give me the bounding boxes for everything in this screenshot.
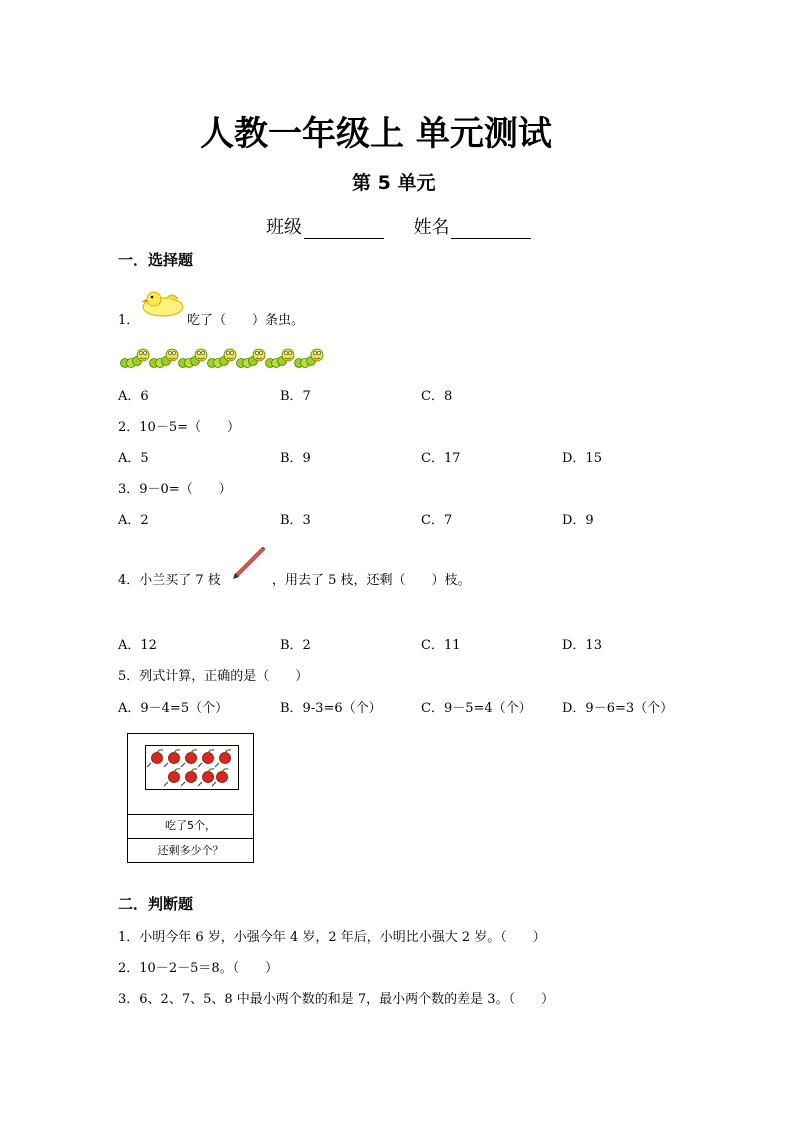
q2-text: 2．10－5=（ ） — [118, 420, 240, 435]
q1-text: 吃了（ ）条虫。 — [187, 313, 305, 328]
q5-option-d[interactable]: D．9－6=3（个） — [562, 701, 674, 716]
section-heading-choice: 一．选择题 — [118, 251, 194, 269]
judge-q1: 1．小明今年 6 岁，小强今年 4 岁，2 年后，小明比小强大 2 岁。（ ） — [118, 930, 546, 945]
q4-option-d[interactable]: D．13 — [562, 638, 602, 653]
q4-option-c[interactable]: C．11 — [421, 638, 461, 653]
q3-option-b[interactable]: B．3 — [280, 513, 311, 528]
name-label: 姓名 — [413, 217, 450, 238]
q5-option-c[interactable]: C．9－5=4（个） — [421, 701, 532, 716]
section-heading-judge: 二．判断题 — [118, 895, 194, 913]
q1-option-a[interactable]: A．6 — [118, 389, 149, 404]
q4-option-b[interactable]: B．2 — [280, 638, 311, 653]
bird-icon — [140, 287, 186, 319]
unit-subtitle: 第 5 单元 — [352, 172, 436, 194]
q5-text: 5．列式计算，正确的是（ ） — [118, 669, 309, 684]
class-name-line — [266, 213, 531, 239]
figure-line-1: 吃了5个， — [165, 819, 216, 832]
fruit-box — [145, 745, 239, 790]
judge-q2: 2．10－2－5＝8。（ ） — [118, 961, 279, 976]
q1-option-c[interactable]: C．8 — [421, 389, 453, 404]
figure-line-2: 还剩多少个？ — [157, 844, 224, 857]
q4-text-before: 4．小兰买了 7 枝 — [118, 573, 221, 588]
q2-option-d[interactable]: D．15 — [562, 451, 602, 466]
q2-option-c[interactable]: C．17 — [421, 451, 461, 466]
q5-option-b[interactable]: B．9-3=6（个） — [280, 701, 382, 716]
class-label: 班级 — [266, 217, 302, 238]
q3-text: 3．9－0=（ ） — [118, 482, 232, 497]
figure-divider-1 — [128, 814, 253, 815]
q1-option-b[interactable]: B．7 — [280, 389, 311, 404]
q3-option-d[interactable]: D．9 — [562, 513, 594, 528]
q1-number: 1． — [118, 313, 140, 328]
judge-q3: 3．6、2、7、5、8 中最小两个数的和是 7，最小两个数的差是 3。（ ） — [118, 992, 555, 1007]
q5-figure — [127, 733, 254, 863]
q5-option-a[interactable]: A．9－4=5（个） — [118, 701, 229, 716]
q3-option-a[interactable]: A．2 — [118, 513, 149, 528]
name-blank[interactable] — [451, 220, 531, 239]
class-blank[interactable] — [304, 220, 384, 239]
figure-divider-2 — [128, 838, 253, 839]
pencil-icon — [230, 545, 268, 581]
q2-option-a[interactable]: A．5 — [118, 451, 149, 466]
q4-option-a[interactable]: A．12 — [118, 638, 157, 653]
fruits-icon — [146, 746, 238, 789]
caterpillars-icon — [120, 343, 332, 373]
q4-text-after: ，用去了 5 枝，还剩（ ）枝。 — [272, 573, 471, 588]
q2-option-b[interactable]: B．9 — [280, 451, 311, 466]
q3-option-c[interactable]: C．7 — [421, 513, 453, 528]
page-title: 人教一年级上 单元测试 — [200, 114, 552, 154]
